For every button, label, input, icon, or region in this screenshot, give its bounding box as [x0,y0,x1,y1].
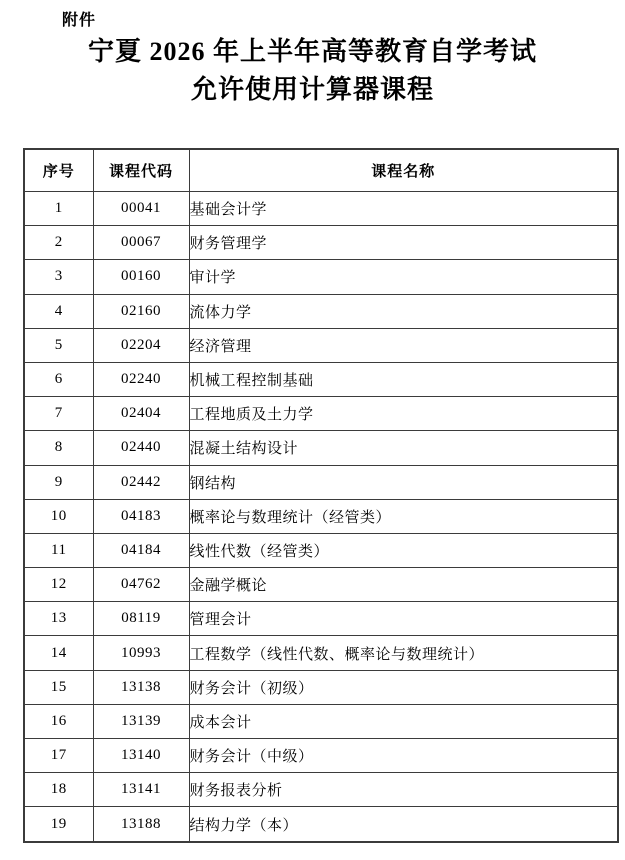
row-number-cell: 9 [24,465,93,499]
table-row [24,192,618,226]
course-name-cell: 财务会计（初级） [189,670,618,704]
table-row [24,362,618,396]
course-table-header [24,149,618,192]
table-row [24,670,618,704]
course-code-cell: 02160 [93,294,189,328]
course-code-cell: 02442 [93,465,189,499]
course-name-cell: 工程数学（线性代数、概率论与数理统计） [189,636,618,670]
table-row [24,226,618,260]
course-name-cell: 概率论与数理统计（经管类） [189,499,618,533]
course-name-cell: 线性代数（经管类） [189,533,618,567]
row-number-cell: 6 [24,362,93,396]
course-name-cell: 机械工程控制基础 [189,362,618,396]
table-row [24,602,618,636]
row-number-cell: 17 [24,739,93,773]
table-row [24,773,618,807]
header-cell-number: 序号 [24,149,93,192]
row-number-cell: 11 [24,533,93,567]
course-name-cell: 成本会计 [189,704,618,738]
page-title-line1: 宁夏 2026 年上半年高等教育自学考试 [87,37,537,66]
header-cell-course-name: 课程名称 [189,149,618,192]
row-number-cell: 4 [24,294,93,328]
row-number-cell: 12 [24,568,93,602]
course-code-cell: 13138 [93,670,189,704]
row-number-cell: 13 [24,602,93,636]
row-number-cell: 18 [24,773,93,807]
table-row [24,704,618,738]
row-number-cell: 2 [24,226,93,260]
table-row [24,328,618,362]
page-title-line2: 允许使用计算器课程 [190,75,434,104]
course-code-cell: 10993 [93,636,189,670]
course-name-cell: 流体力学 [189,294,618,328]
course-name-cell: 混凝土结构设计 [189,431,618,465]
row-number-cell: 15 [24,670,93,704]
row-number-cell: 5 [24,328,93,362]
course-name-cell: 审计学 [189,260,618,294]
course-table-body [24,192,618,843]
page-title [0,33,625,109]
table-row [24,465,618,499]
course-code-cell: 08119 [93,602,189,636]
course-name-cell: 管理会计 [189,602,618,636]
row-number-cell: 3 [24,260,93,294]
row-number-cell: 19 [24,807,93,842]
row-number-cell: 10 [24,499,93,533]
course-name-cell: 结构力学（本） [189,807,618,842]
course-code-cell: 00041 [93,192,189,226]
table-row [24,739,618,773]
table-row [24,397,618,431]
course-code-cell: 13139 [93,704,189,738]
course-name-cell: 工程地质及土力学 [189,397,618,431]
course-code-cell: 02440 [93,431,189,465]
course-name-cell: 财务管理学 [189,226,618,260]
course-code-cell: 02404 [93,397,189,431]
table-row [24,260,618,294]
course-name-cell: 财务会计（中级） [189,739,618,773]
row-number-cell: 14 [24,636,93,670]
table-row [24,568,618,602]
course-name-cell: 钢结构 [189,465,618,499]
row-number-cell: 7 [24,397,93,431]
table-row [24,807,618,842]
course-name-cell: 基础会计学 [189,192,618,226]
table-row [24,294,618,328]
header-row [24,149,618,192]
course-code-cell: 00160 [93,260,189,294]
course-code-cell: 00067 [93,226,189,260]
attachment-label: 附件 [62,12,97,29]
course-code-cell: 02204 [93,328,189,362]
course-code-cell: 02240 [93,362,189,396]
course-table [23,148,619,843]
table-row [24,533,618,567]
course-name-cell: 财务报表分析 [189,773,618,807]
course-code-cell: 13141 [93,773,189,807]
table-row [24,499,618,533]
course-code-cell: 04184 [93,533,189,567]
header-cell-course-code: 课程代码 [93,149,189,192]
table-row [24,636,618,670]
course-code-cell: 13188 [93,807,189,842]
row-number-cell: 16 [24,704,93,738]
course-code-cell: 13140 [93,739,189,773]
course-code-cell: 04183 [93,499,189,533]
row-number-cell: 8 [24,431,93,465]
course-code-cell: 04762 [93,568,189,602]
row-number-cell: 1 [24,192,93,226]
course-name-cell: 金融学概论 [189,568,618,602]
course-name-cell: 经济管理 [189,328,618,362]
table-row [24,431,618,465]
